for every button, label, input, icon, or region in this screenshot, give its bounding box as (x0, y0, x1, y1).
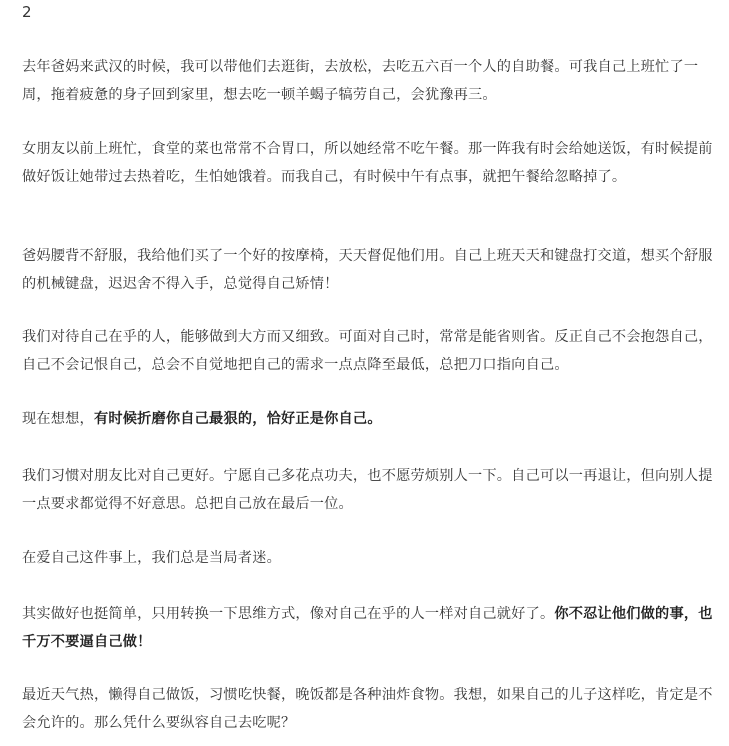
paragraph-1 (22, 53, 718, 109)
paragraph-text: 现在想想， (22, 411, 94, 427)
bold-emphasis-text: 你不忍让他们做的事，也千万不要逼自己做！ (22, 606, 713, 650)
paragraph-2 (22, 135, 718, 191)
paragraph-text: 我们对待自己在乎的人，能够做到大方而又细致。可面对自己时，常常是能省则省。反正自己不会抱怨自己，自己不会记恨自己，总会不自觉地把自己的需求一点点降至最低，总把刀口指向自己。 (22, 329, 713, 373)
paragraph-text: 最近天气热，懒得自己做饭，习惯吃快餐，晚饭都是各种油炸食物。我想，如果自己的儿子这样吃，肯定是不会允许的。那么凭什么要纵容自己去吃呢？ (22, 687, 713, 731)
paragraph-text: 我们习惯对朋友比对自己更好。宁愿自己多花点功夫，也不愿劳烦别人一下。自己可以一再退让，但向别人提一点要求都觉得不好意思。总把自己放在最后一位。 (22, 468, 713, 512)
paragraph-text: 在爱自己这件事上，我们总是当局者迷。 (22, 550, 281, 566)
section-number: 2 (22, 3, 32, 21)
paragraph-9 (22, 681, 718, 737)
paragraph-text: 爸妈腰背不舒服，我给他们买了一个好的按摩椅，天天督促他们用。自己上班天天和键盘打交道，想买个舒服的机械键盘，迟迟舍不得入手，总觉得自己矫情！ (22, 248, 713, 292)
paragraph-7 (22, 544, 718, 572)
paragraph-3 (22, 242, 718, 298)
paragraph-6 (22, 462, 718, 518)
paragraph-text: 其实做好也挺简单，只用转换一下思维方式，像对自己在乎的人一样对自己就好了。 (22, 606, 555, 622)
paragraph-text: 女朋友以前上班忙，食堂的菜也常常不合胃口，所以她经常不吃午餐。那一阵我有时会给她送饭，有时候提前做好饭让她带过去热着吃，生怕她饿着。而我自己，有时候中午有点事，就把午餐给忽略掉了。 (22, 141, 713, 185)
paragraph-5 (22, 405, 718, 433)
paragraph-4 (22, 323, 718, 379)
bold-emphasis-text: 有时候折磨你自己最狠的，恰好正是你自己。 (93, 411, 382, 427)
paragraph-text: 去年爸妈来武汉的时候，我可以带他们去逛街，去放松，去吃五六百一个人的自助餐。可我自己上班忙了一周，拖着疲惫的身子回到家里，想去吃一顿羊蝎子犒劳自己，会犹豫再三。 (22, 59, 699, 103)
paragraph-8 (22, 600, 718, 656)
